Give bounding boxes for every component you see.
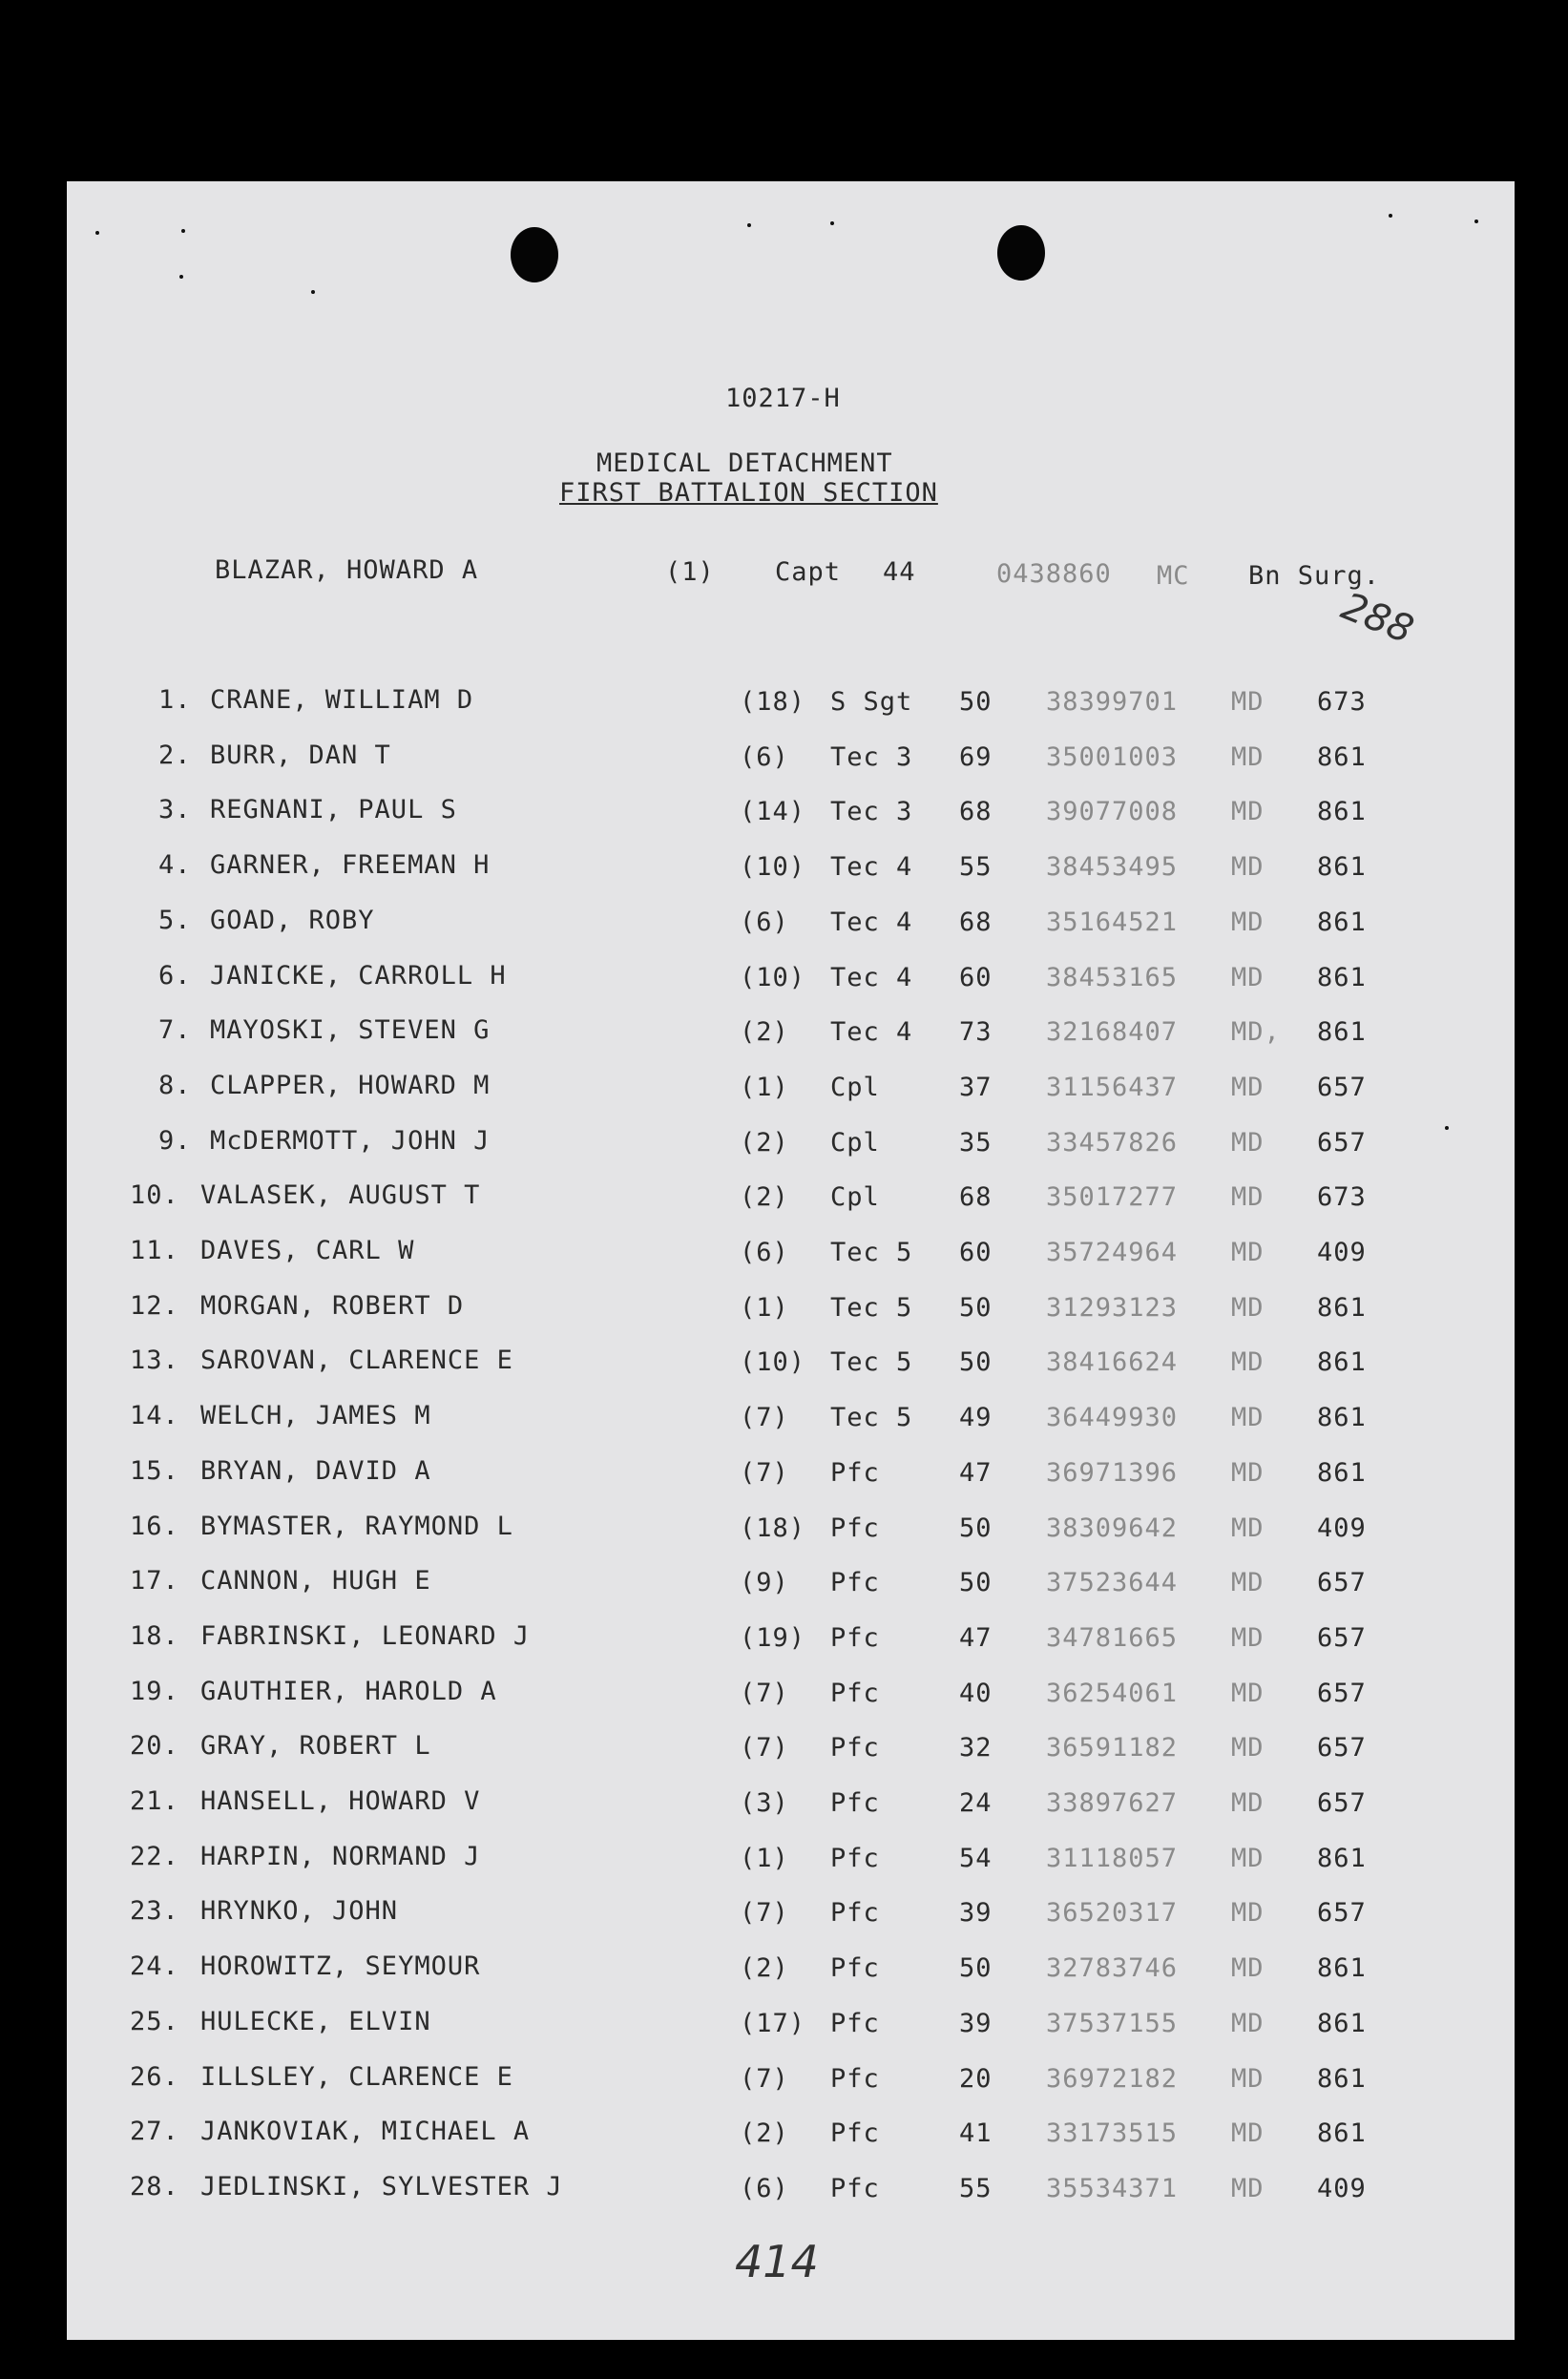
- row-number: 3.: [158, 795, 192, 825]
- row-branch: MD: [1231, 907, 1265, 937]
- row-branch: MD: [1231, 1292, 1265, 1323]
- row-rank: Pfc: [830, 2008, 880, 2038]
- row-name: GARNER, FREEMAN H: [210, 850, 491, 881]
- officer-rank: Capt: [775, 557, 842, 587]
- row-spec: 657: [1317, 1678, 1367, 1708]
- row-name: GAUTHIER, HAROLD A: [200, 1676, 497, 1706]
- punch-hole-left: [511, 227, 558, 282]
- row-code: (6): [740, 741, 789, 772]
- row-name: ILLSLEY, CLARENCE E: [200, 2061, 513, 2092]
- row-branch: MD: [1231, 1238, 1265, 1267]
- row-number: 23.: [130, 1896, 179, 1927]
- row-spec: 673: [1317, 687, 1367, 717]
- row-serial: 37523644: [1046, 1568, 1179, 1598]
- row-name: HARPIN, NORMAND J: [200, 1841, 481, 1871]
- row-branch: MD: [1231, 741, 1265, 772]
- row-num: 40: [959, 1678, 993, 1708]
- row-num: 50: [959, 1953, 993, 1984]
- row-spec: 861: [1317, 2008, 1367, 2038]
- row-code: (7): [740, 1678, 789, 1708]
- row-rank: Tec 5: [830, 1292, 913, 1323]
- row-name: BRYAN, DAVID A: [200, 1455, 431, 1486]
- row-branch: MD: [1231, 1457, 1265, 1488]
- row-rank: Pfc: [830, 1622, 880, 1653]
- row-name: BYMASTER, RAYMOND L: [200, 1511, 513, 1541]
- row-spec: 861: [1317, 797, 1367, 827]
- row-serial: 38453165: [1046, 962, 1179, 992]
- row-spec: 861: [1317, 1347, 1367, 1378]
- row-number: 26.: [130, 2061, 179, 2092]
- row-spec: 409: [1317, 1513, 1367, 1543]
- row-code: (2): [740, 1017, 789, 1048]
- row-number: 4.: [158, 850, 192, 881]
- row-spec: 657: [1317, 1127, 1367, 1158]
- row-rank: Pfc: [830, 1457, 880, 1488]
- row-rank: Pfc: [830, 1733, 880, 1763]
- speck: [830, 221, 834, 225]
- row-rank: Pfc: [830, 2063, 880, 2094]
- handwritten-page-number: 288: [1335, 584, 1420, 653]
- row-spec: 861: [1317, 2063, 1367, 2094]
- row-spec: 861: [1317, 907, 1367, 937]
- row-name: VALASEK, AUGUST T: [200, 1180, 481, 1211]
- row-serial: 38453495: [1046, 852, 1179, 883]
- row-code: (1): [740, 1292, 789, 1323]
- officer-num: 44: [883, 557, 916, 587]
- row-num: 37: [959, 1072, 993, 1102]
- row-number: 7.: [158, 1015, 192, 1046]
- row-branch: MD: [1231, 2173, 1265, 2203]
- row-number: 27.: [130, 2117, 179, 2147]
- row-branch: MD: [1231, 2118, 1265, 2149]
- officer-spec: Bn Surg.: [1248, 561, 1381, 591]
- document-page: [67, 181, 1515, 2340]
- row-branch: MD: [1231, 1127, 1265, 1158]
- row-name: HANSELL, HOWARD V: [200, 1786, 481, 1816]
- row-serial: 33173515: [1046, 2118, 1179, 2149]
- row-num: 55: [959, 852, 993, 883]
- row-num: 55: [959, 2173, 993, 2203]
- row-num: 24: [959, 1788, 993, 1818]
- row-rank: Tec 5: [830, 1238, 913, 1267]
- row-rank: Tec 4: [830, 962, 913, 992]
- row-serial: 31118057: [1046, 1843, 1179, 1873]
- row-branch: MD: [1231, 1622, 1265, 1653]
- row-branch: MD: [1231, 2063, 1265, 2094]
- row-serial: 31156437: [1046, 1072, 1179, 1102]
- row-branch: MD: [1231, 852, 1265, 883]
- row-num: 68: [959, 907, 993, 937]
- row-num: 41: [959, 2118, 993, 2149]
- row-rank: Tec 4: [830, 1017, 913, 1048]
- row-serial: 36972182: [1046, 2063, 1179, 2094]
- row-code: (7): [740, 1403, 789, 1433]
- row-rank: Pfc: [830, 1843, 880, 1873]
- row-rank: Pfc: [830, 1513, 880, 1543]
- row-rank: Pfc: [830, 1678, 880, 1708]
- row-code: (7): [740, 1733, 789, 1763]
- row-code: (14): [740, 797, 806, 827]
- row-branch: MD: [1231, 1678, 1265, 1708]
- row-rank: Tec 5: [830, 1403, 913, 1433]
- speck: [311, 290, 315, 294]
- row-number: 21.: [130, 1786, 179, 1816]
- row-num: 47: [959, 1622, 993, 1653]
- title-line-2: FIRST BATTALION SECTION: [559, 478, 938, 508]
- row-code: (7): [740, 2063, 789, 2094]
- row-code: (6): [740, 1238, 789, 1267]
- row-code: (7): [740, 1898, 789, 1929]
- row-serial: 35017277: [1046, 1182, 1179, 1213]
- document-code: 10217-H: [725, 384, 841, 413]
- row-num: 32: [959, 1733, 993, 1763]
- row-serial: 34781665: [1046, 1622, 1179, 1653]
- speck: [1445, 1126, 1449, 1130]
- row-branch: MD,: [1231, 1017, 1281, 1048]
- row-name: GRAY, ROBERT L: [200, 1731, 431, 1762]
- row-branch: MD: [1231, 1843, 1265, 1873]
- row-code: (2): [740, 1953, 789, 1984]
- row-number: 12.: [130, 1290, 179, 1321]
- punch-hole-right: [997, 225, 1045, 281]
- row-rank: Cpl: [830, 1182, 880, 1213]
- row-name: JANICKE, CARROLL H: [210, 960, 507, 991]
- row-name: FABRINSKI, LEONARD J: [200, 1620, 531, 1651]
- row-code: (2): [740, 1182, 789, 1213]
- row-num: 49: [959, 1403, 993, 1433]
- row-serial: 36971396: [1046, 1457, 1179, 1488]
- row-rank: Tec 4: [830, 907, 913, 937]
- row-number: 10.: [130, 1180, 179, 1211]
- row-serial: 36449930: [1046, 1403, 1179, 1433]
- speck: [179, 275, 183, 279]
- row-spec: 861: [1317, 1457, 1367, 1488]
- row-number: 5.: [158, 905, 192, 935]
- row-number: 6.: [158, 960, 192, 991]
- row-num: 60: [959, 1238, 993, 1267]
- row-branch: MD: [1231, 687, 1265, 717]
- row-rank: Cpl: [830, 1127, 880, 1158]
- row-code: (2): [740, 2118, 789, 2149]
- row-branch: MD: [1231, 1568, 1265, 1598]
- row-num: 68: [959, 1182, 993, 1213]
- row-rank: S Sgt: [830, 687, 913, 717]
- row-branch: MD: [1231, 1347, 1265, 1378]
- row-code: (1): [740, 1843, 789, 1873]
- row-code: (10): [740, 852, 806, 883]
- row-branch: MD: [1231, 1733, 1265, 1763]
- row-code: (18): [740, 687, 806, 717]
- row-code: (17): [740, 2008, 806, 2038]
- row-rank: Cpl: [830, 1072, 880, 1102]
- row-rank: Tec 4: [830, 852, 913, 883]
- row-branch: MD: [1231, 1072, 1265, 1102]
- row-serial: 36520317: [1046, 1898, 1179, 1929]
- row-name: CRANE, WILLIAM D: [210, 685, 474, 715]
- row-name: WELCH, JAMES M: [200, 1401, 431, 1431]
- row-number: 28.: [130, 2171, 179, 2202]
- speck: [1389, 214, 1392, 218]
- title-line-1: MEDICAL DETACHMENT: [596, 449, 893, 478]
- speck: [181, 229, 185, 233]
- row-serial: 36254061: [1046, 1678, 1179, 1708]
- row-code: (18): [740, 1513, 806, 1543]
- row-spec: 861: [1317, 1843, 1367, 1873]
- row-num: 47: [959, 1457, 993, 1488]
- row-name: MORGAN, ROBERT D: [200, 1290, 465, 1321]
- row-num: 50: [959, 1513, 993, 1543]
- row-name: JEDLINSKI, SYLVESTER J: [200, 2171, 563, 2202]
- row-serial: 32168407: [1046, 1017, 1179, 1048]
- row-branch: MD: [1231, 1182, 1265, 1213]
- row-number: 11.: [130, 1236, 179, 1265]
- row-branch: MD: [1231, 1403, 1265, 1433]
- row-spec: 861: [1317, 1953, 1367, 1984]
- row-num: 39: [959, 1898, 993, 1929]
- row-serial: 37537155: [1046, 2008, 1179, 2038]
- row-branch: MD: [1231, 1898, 1265, 1929]
- row-spec: 657: [1317, 1788, 1367, 1818]
- row-spec: 861: [1317, 1017, 1367, 1048]
- row-num: 50: [959, 687, 993, 717]
- row-rank: Pfc: [830, 2118, 880, 2149]
- row-num: 50: [959, 1292, 993, 1323]
- row-code: (10): [740, 1347, 806, 1378]
- row-name: JANKOVIAK, MICHAEL A: [200, 2117, 531, 2147]
- row-rank: Pfc: [830, 2173, 880, 2203]
- row-rank: Pfc: [830, 1953, 880, 1984]
- row-serial: 35164521: [1046, 907, 1179, 937]
- speck: [95, 231, 99, 235]
- row-number: 20.: [130, 1731, 179, 1762]
- row-branch: MD: [1231, 797, 1265, 827]
- row-code: (7): [740, 1457, 789, 1488]
- row-number: 18.: [130, 1620, 179, 1651]
- row-serial: 35534371: [1046, 2173, 1179, 2203]
- row-spec: 861: [1317, 852, 1367, 883]
- handwritten-folio: 414: [735, 2236, 819, 2287]
- officer-branch: MC: [1157, 561, 1190, 591]
- row-branch: MD: [1231, 1953, 1265, 1984]
- row-serial: 35724964: [1046, 1238, 1179, 1267]
- row-rank: Pfc: [830, 1788, 880, 1818]
- officer-name: BLAZAR, HOWARD A: [215, 555, 479, 585]
- row-branch: MD: [1231, 1788, 1265, 1818]
- row-spec: 861: [1317, 962, 1367, 992]
- row-code: (2): [740, 1127, 789, 1158]
- row-name: McDERMOTT, JOHN J: [210, 1125, 491, 1156]
- row-serial: 39077008: [1046, 797, 1179, 827]
- row-rank: Tec 5: [830, 1347, 913, 1378]
- row-num: 60: [959, 962, 993, 992]
- row-num: 69: [959, 741, 993, 772]
- row-number: 1.: [158, 685, 192, 715]
- row-name: HRYNKO, JOHN: [200, 1896, 399, 1927]
- row-spec: 657: [1317, 1733, 1367, 1763]
- row-serial: 38416624: [1046, 1347, 1179, 1378]
- row-serial: 36591182: [1046, 1733, 1179, 1763]
- row-code: (9): [740, 1568, 789, 1598]
- row-name: MAYOSKI, STEVEN G: [210, 1015, 491, 1046]
- row-code: (1): [740, 1072, 789, 1102]
- row-rank: Tec 3: [830, 741, 913, 772]
- row-name: SAROVAN, CLARENCE E: [200, 1346, 513, 1376]
- row-spec: 861: [1317, 2118, 1367, 2149]
- row-serial: 38309642: [1046, 1513, 1179, 1543]
- row-number: 9.: [158, 1125, 192, 1156]
- row-name: HOROWITZ, SEYMOUR: [200, 1951, 481, 1982]
- row-spec: 861: [1317, 741, 1367, 772]
- row-number: 17.: [130, 1566, 179, 1596]
- row-spec: 657: [1317, 1072, 1367, 1102]
- row-num: 39: [959, 2008, 993, 2038]
- row-code: (19): [740, 1622, 806, 1653]
- row-code: (3): [740, 1788, 789, 1818]
- row-rank: Pfc: [830, 1898, 880, 1929]
- row-spec: 409: [1317, 1238, 1367, 1267]
- row-spec: 409: [1317, 2173, 1367, 2203]
- row-code: (10): [740, 962, 806, 992]
- row-branch: MD: [1231, 1513, 1265, 1543]
- officer-code: (1): [665, 557, 715, 587]
- row-num: 73: [959, 1017, 993, 1048]
- row-branch: MD: [1231, 962, 1265, 992]
- row-name: HULECKE, ELVIN: [200, 2006, 431, 2036]
- row-number: 16.: [130, 1511, 179, 1541]
- row-spec: 657: [1317, 1898, 1367, 1929]
- row-serial: 35001003: [1046, 741, 1179, 772]
- row-branch: MD: [1231, 2008, 1265, 2038]
- row-serial: 32783746: [1046, 1953, 1179, 1984]
- row-number: 15.: [130, 1455, 179, 1486]
- row-number: 13.: [130, 1346, 179, 1376]
- row-number: 25.: [130, 2006, 179, 2036]
- row-num: 68: [959, 797, 993, 827]
- row-num: 54: [959, 1843, 993, 1873]
- row-name: DAVES, CARL W: [200, 1236, 415, 1265]
- row-spec: 657: [1317, 1568, 1367, 1598]
- row-serial: 31293123: [1046, 1292, 1179, 1323]
- row-code: (6): [740, 2173, 789, 2203]
- row-num: 50: [959, 1568, 993, 1598]
- speck: [747, 223, 751, 227]
- row-number: 2.: [158, 740, 192, 770]
- row-number: 8.: [158, 1070, 192, 1100]
- row-number: 24.: [130, 1951, 179, 1982]
- row-name: REGNANI, PAUL S: [210, 795, 457, 825]
- row-number: 22.: [130, 1841, 179, 1871]
- speck: [1474, 219, 1478, 223]
- row-code: (6): [740, 907, 789, 937]
- row-spec: 861: [1317, 1403, 1367, 1433]
- officer-serial: 0438860: [996, 559, 1112, 589]
- row-name: CLAPPER, HOWARD M: [210, 1070, 491, 1100]
- row-serial: 33897627: [1046, 1788, 1179, 1818]
- row-num: 50: [959, 1347, 993, 1378]
- row-number: 14.: [130, 1401, 179, 1431]
- row-rank: Tec 3: [830, 797, 913, 827]
- row-num: 20: [959, 2063, 993, 2094]
- row-name: BURR, DAN T: [210, 740, 391, 770]
- row-number: 19.: [130, 1676, 179, 1706]
- row-spec: 861: [1317, 1292, 1367, 1323]
- row-name: GOAD, ROBY: [210, 905, 375, 935]
- row-spec: 657: [1317, 1622, 1367, 1653]
- row-rank: Pfc: [830, 1568, 880, 1598]
- row-serial: 33457826: [1046, 1127, 1179, 1158]
- row-num: 35: [959, 1127, 993, 1158]
- row-serial: 38399701: [1046, 687, 1179, 717]
- row-spec: 673: [1317, 1182, 1367, 1213]
- row-name: CANNON, HUGH E: [200, 1566, 431, 1596]
